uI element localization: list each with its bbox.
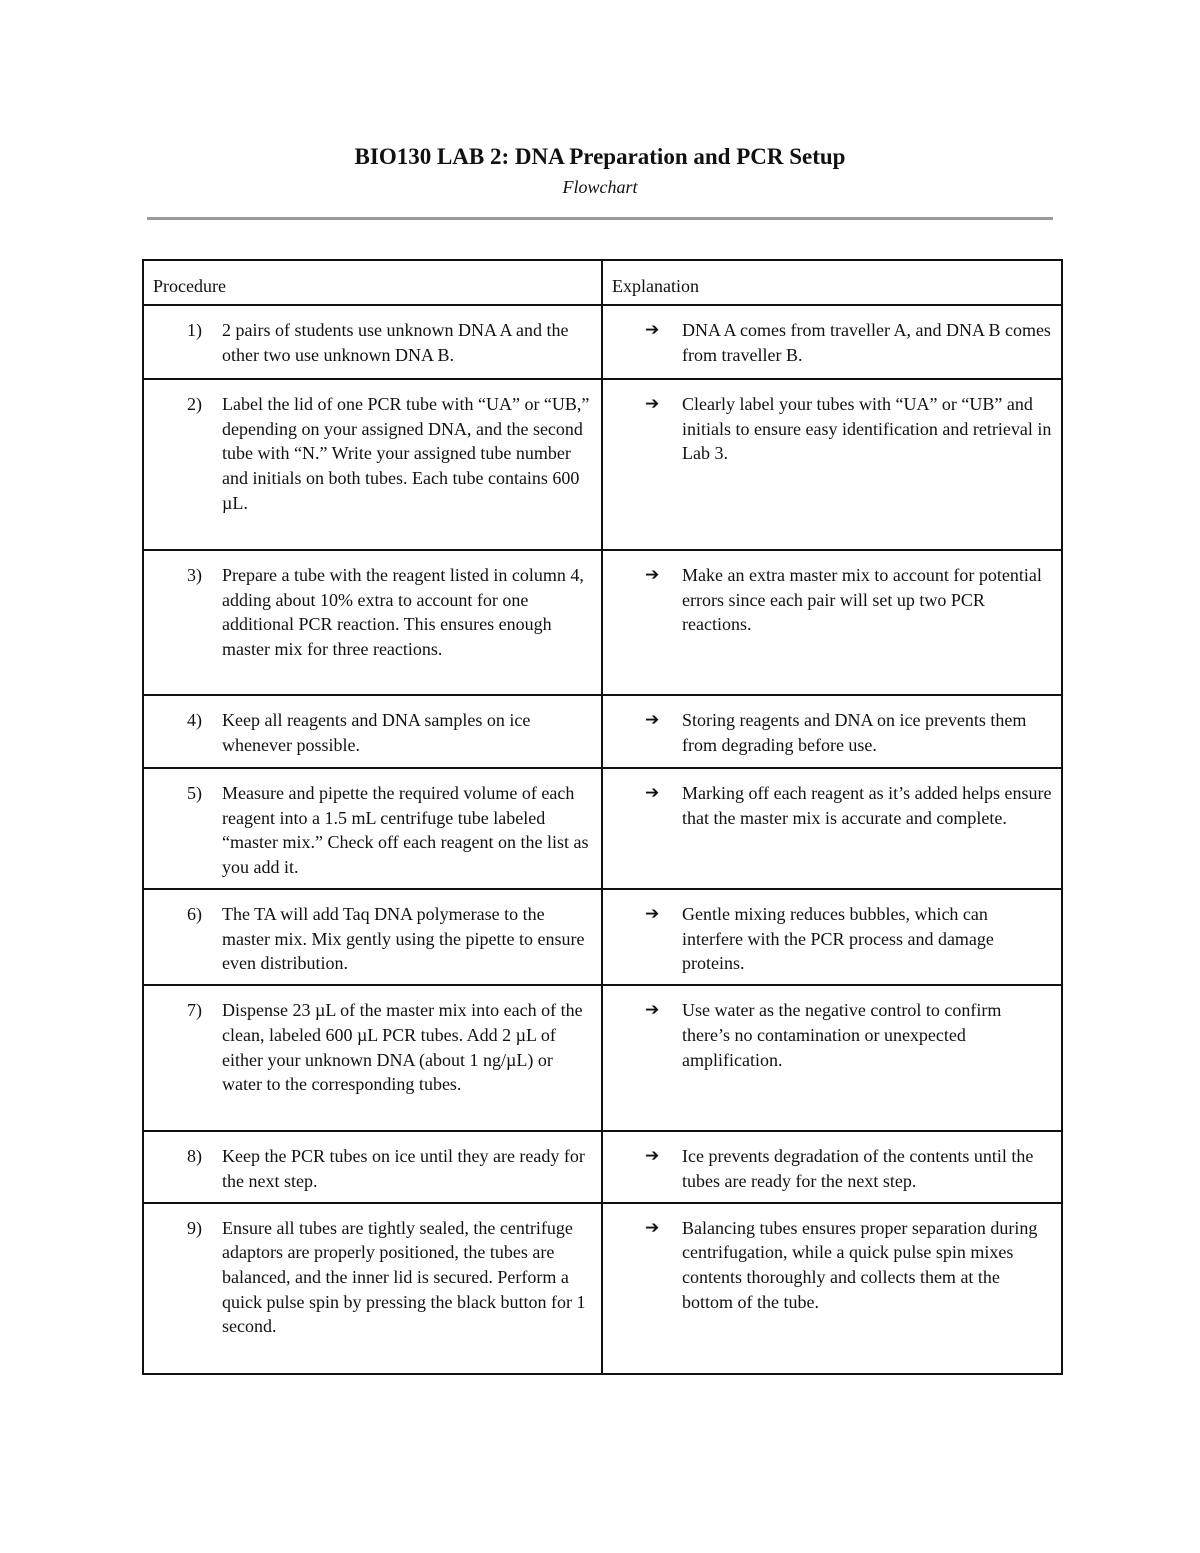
procedure-text: Measure and pipette the required volume of each reagent into a 1.5 mL centrifuge tube labeled “master mix.” Check off each reagent on the list as you add it. <box>222 783 589 878</box>
table-row <box>143 1131 1062 1202</box>
procedure-text: 2 pairs of students use unknown DNA A and the other two use unknown DNA B. <box>222 320 569 365</box>
procedure-text: Label the lid of one PCR tube with “UA” or “UB,” depending on your assigned DNA, and the second tube with “N.” Write your assigned tube number and initials on both tubes. Each tube contains 600 µL. <box>222 394 590 513</box>
step-number: 9) <box>187 1217 202 1238</box>
procedure-cell <box>143 695 602 768</box>
table-row <box>143 695 1062 768</box>
procedure-text: Dispense 23 µL of the master mix into each of the clean, labeled 600 µL PCR tubes. Add 2 µL of either your unknown DNA (about 1 ng/µL) or water to the corresponding tubes. <box>222 1000 583 1095</box>
header-divider <box>147 217 1053 220</box>
procedure-cell <box>143 305 602 379</box>
arrow-right-icon: ➔ <box>645 1217 660 1238</box>
arrow-right-icon: ➔ <box>645 565 660 585</box>
table-row <box>143 305 1062 379</box>
explanation-cell <box>602 695 1062 768</box>
procedure-text: Keep the PCR tubes on ice until they are ready for the next step. <box>222 1146 585 1191</box>
explanation-cell <box>602 768 1062 889</box>
flowchart-table <box>142 259 1063 1375</box>
procedure-cell <box>143 768 602 889</box>
step-number: 5) <box>187 783 202 803</box>
procedure-cell <box>143 889 602 985</box>
explanation-column-header: Explanation <box>602 260 1062 305</box>
explanation-cell <box>602 889 1062 985</box>
explanation-text: Balancing tubes ensures proper separation during centrifugation, while a quick pulse spin mixes contents thoroughly and collects them at the bottom of the tube. <box>682 1217 1038 1312</box>
explanation-text: DNA A comes from traveller A, and DNA B comes from traveller B. <box>682 320 1051 365</box>
table-row <box>143 1203 1062 1374</box>
page-title: BIO130 LAB 2: DNA Preparation and PCR Setup <box>354 144 846 169</box>
table-row <box>143 985 1062 1131</box>
table-row <box>143 379 1062 550</box>
arrow-right-icon: ➔ <box>645 394 660 414</box>
arrow-right-icon: ➔ <box>645 904 660 924</box>
explanation-text: Gentle mixing reduces bubbles, which can interfere with the PCR process and damage proteins. <box>682 904 994 974</box>
explanation-cell <box>602 985 1062 1131</box>
table-row <box>143 768 1062 889</box>
arrow-right-icon: ➔ <box>645 320 660 340</box>
procedure-text: The TA will add Taq DNA polymerase to the master mix. Mix gently using the pipette to ensure even distribution. <box>222 904 585 974</box>
explanation-cell <box>602 550 1062 695</box>
procedure-cell <box>143 379 602 550</box>
step-number: 6) <box>187 904 202 924</box>
arrow-right-icon: ➔ <box>645 783 660 803</box>
step-number: 4) <box>187 710 202 730</box>
arrow-right-icon: ➔ <box>645 710 660 730</box>
step-number: 2) <box>187 394 202 414</box>
explanation-text: Clearly label your tubes with “UA” or “UB” and initials to ensure easy identification and retrieval in Lab 3. <box>682 394 1052 464</box>
explanation-text: Storing reagents and DNA on ice prevents them from degrading before use. <box>682 710 1027 755</box>
explanation-cell <box>602 1203 1062 1374</box>
arrow-right-icon: ➔ <box>645 1000 660 1021</box>
table-header-row <box>143 260 1062 305</box>
procedure-text: Ensure all tubes are tightly sealed, the centrifuge adaptors are properly positioned, the tubes are balanced, and the inner lid is secured. Perform a quick pulse spin by pressing the black button for 1 second. <box>222 1217 586 1337</box>
explanation-text: Marking off each reagent as it’s added helps ensure that the master mix is accurate and complete. <box>682 783 1052 828</box>
explanation-text: Make an extra master mix to account for potential errors since each pair will set up two PCR reactions. <box>682 565 1042 635</box>
procedure-column-header: Procedure <box>143 260 602 305</box>
explanation-cell <box>602 305 1062 379</box>
explanation-cell <box>602 1131 1062 1202</box>
explanation-cell <box>602 379 1062 550</box>
arrow-right-icon: ➔ <box>645 1146 660 1167</box>
explanation-text: Ice prevents degradation of the contents until the tubes are ready for the next step. <box>682 1146 1034 1191</box>
step-number: 3) <box>187 565 202 585</box>
procedure-text: Prepare a tube with the reagent listed in column 4, adding about 10% extra to account for one additional PCR reaction. This ensures enough master mix for three reactions. <box>222 565 584 660</box>
table-row <box>143 550 1062 695</box>
procedure-text: Keep all reagents and DNA samples on ice whenever possible. <box>222 710 531 755</box>
step-number: 7) <box>187 1000 202 1021</box>
procedure-cell <box>143 985 602 1131</box>
procedure-cell <box>143 1131 602 1202</box>
explanation-text: Use water as the negative control to confirm there’s no contamination or unexpected amplification. <box>682 1000 1002 1070</box>
procedure-cell <box>143 550 602 695</box>
step-number: 1) <box>187 320 202 340</box>
procedure-cell <box>143 1203 602 1374</box>
step-number: 8) <box>187 1146 202 1167</box>
page-subtitle: Flowchart <box>562 177 638 197</box>
table-row <box>143 889 1062 985</box>
